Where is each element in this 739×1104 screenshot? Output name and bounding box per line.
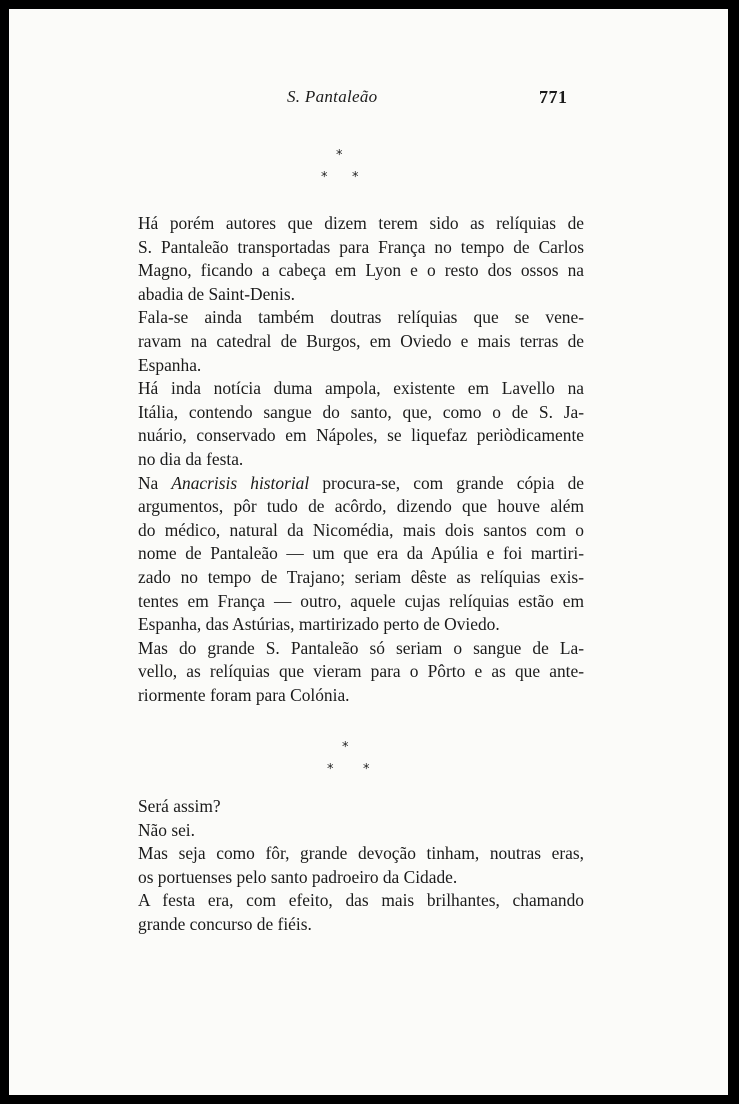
text-line: nome de Pantaleão — um que era da Apúlia e foi martiri-	[138, 543, 584, 564]
text-line: tentes em França — outro, aquele cujas relíquias estão em	[138, 590, 584, 611]
text-line: riormente foram para Colónia.	[138, 684, 350, 705]
text-line: Itália, contendo sangue do santo, que, como o de S. Ja-	[138, 401, 584, 422]
text-line: nuário, conservado em Nápoles, se liquefaz periòdicamente	[138, 425, 584, 446]
text-line: A festa era, com efeito, das mais brilhantes, chamando	[138, 890, 584, 911]
text-line	[108, 472, 584, 496]
paragraph	[108, 306, 584, 377]
text-line: os portuenses pelo santo padroeiro da Cidade.	[138, 866, 458, 887]
asterism-star: *	[336, 148, 343, 163]
paragraph	[108, 842, 584, 889]
asterism-star: *	[327, 762, 334, 777]
text-line: Magno, ficando a cabeça em Lyon e o resto dos ossos na	[138, 260, 584, 281]
asterism-star: *	[342, 740, 349, 755]
text-line: argumentos, pôr tudo de acôrdo, dizendo que houve além	[138, 496, 584, 517]
paragraph	[108, 637, 584, 708]
section-divider-asterism	[327, 741, 387, 785]
asterism-star: *	[363, 762, 370, 777]
text-fragment: procura-se, com grande cópia de	[309, 472, 584, 493]
text-line: abadia de Saint-Denis.	[138, 283, 295, 304]
running-title: S. Pantaleão	[287, 87, 378, 106]
text-line: grande concurso de fiéis.	[138, 913, 312, 934]
asterism-star: *	[352, 170, 359, 185]
paragraph	[108, 212, 584, 306]
text-line: Não sei.	[138, 819, 195, 840]
text-line: Será assim?	[138, 796, 221, 816]
paragraph	[108, 889, 584, 936]
paragraph	[108, 819, 584, 843]
paragraph	[108, 472, 584, 637]
text-line: Há porém autores que dizem terem sido as relíquias de	[138, 213, 584, 233]
text-line: Espanha.	[138, 354, 202, 375]
text-fragment: Na	[138, 472, 172, 493]
page-header	[9, 87, 728, 109]
text-line: vello, as relíquias que vieram para o Pôrto e as que ante-	[138, 661, 584, 682]
text-line: Espanha, das Astúrias, martirizado perto de Oviedo.	[138, 614, 500, 635]
text-line: S. Pantaleão transportadas para França no tempo de Carlos	[138, 236, 584, 257]
text-line: Mas do grande S. Pantaleão só seriam o sangue de La-	[138, 637, 584, 658]
paragraph	[108, 377, 584, 471]
text-line: Fala-se ainda também doutras relíquias que se vene-	[138, 307, 584, 328]
text-line: do médico, natural da Nicomédia, mais dois santos com o	[138, 519, 584, 540]
text-line: Mas seja como fôr, grande devoção tinham, noutras eras,	[138, 843, 584, 864]
book-page	[9, 9, 728, 1095]
paragraph	[108, 795, 584, 819]
asterism-star: *	[321, 170, 328, 185]
text-line: ravam na catedral de Burgos, em Oviedo e mais terras de	[138, 330, 584, 351]
body-text-section-1	[108, 212, 584, 707]
text-line: Há inda notícia duma ampola, existente em Lavello na	[138, 378, 584, 399]
book-title-italic: Anacrisis historial	[171, 472, 310, 493]
page-number: 771	[539, 87, 568, 107]
text-line: no dia da festa.	[138, 448, 244, 469]
text-line: zado no tempo de Trajano; seriam dêste as relíquias exis-	[138, 566, 584, 587]
section-divider-asterism	[321, 149, 381, 193]
body-text-section-2	[108, 795, 584, 937]
